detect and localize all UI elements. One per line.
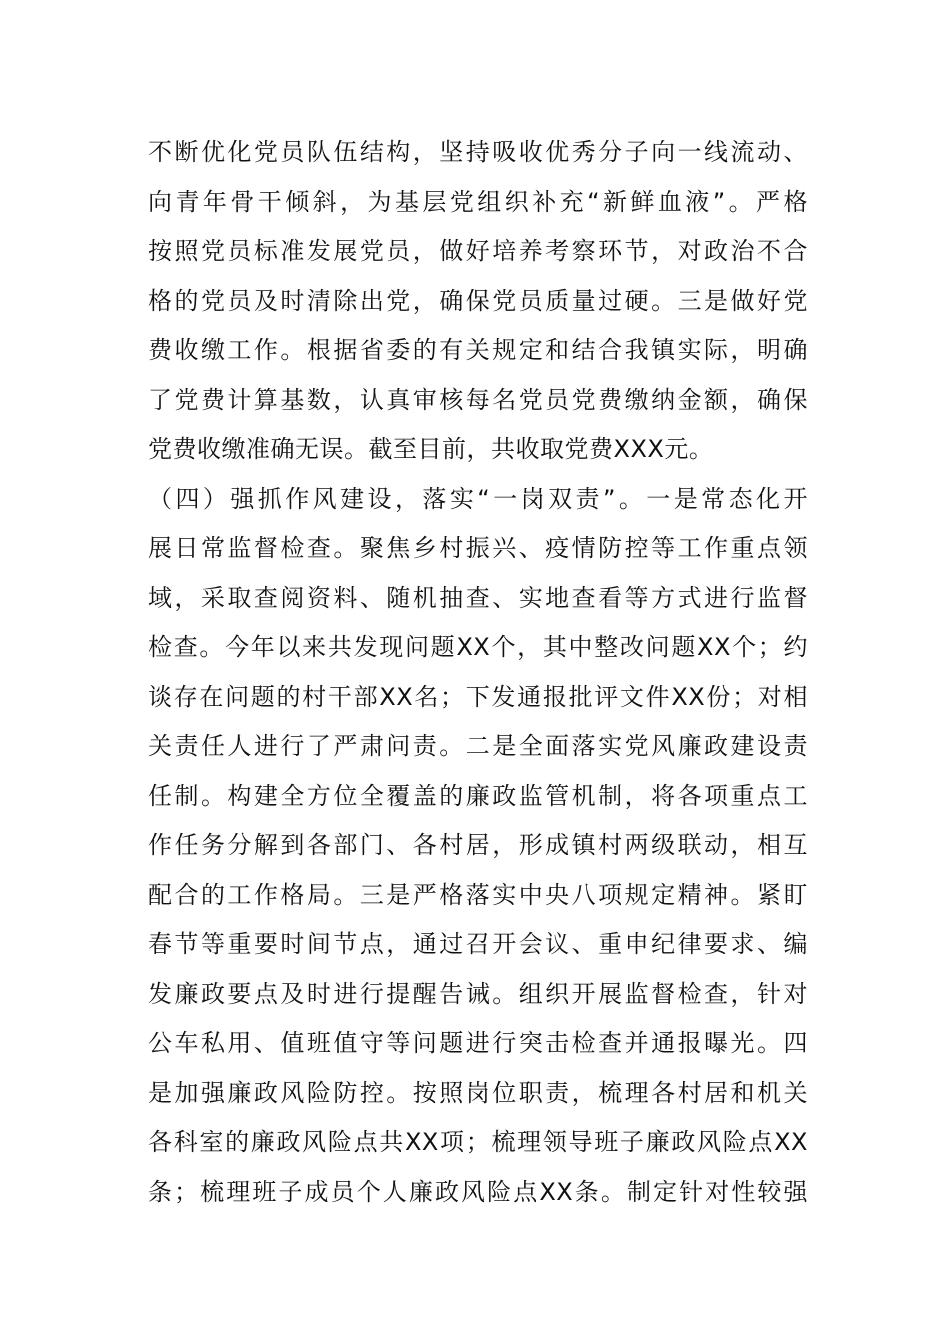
text-line: 谈存在问题的村干部XX名；下发通报批评文件XX份；对相 bbox=[148, 682, 808, 711]
text-line: 春节等重要时间节点，通过召开会议、重申纪律要求、编 bbox=[148, 930, 808, 958]
text-line: 费收缴工作。根据省委的有关规定和结合我镇实际，明确 bbox=[148, 336, 808, 364]
text-line: 了党费计算基数，认真审核每名党员党费缴纳金额，确保 bbox=[148, 385, 808, 414]
text-line: 按照党员标准发展党员，做好培养考察环节，对政治不合 bbox=[148, 237, 808, 265]
text-line: 关责任人进行了严肃问责。二是全面落实党风廉政建设责 bbox=[148, 732, 808, 760]
text-line: 条；梳理班子成员个人廉政风险点XX条。制定针对性较强 bbox=[148, 1177, 808, 1206]
text-line: 域，采取查阅资料、随机抽查、实地查看等方式进行监督 bbox=[148, 583, 808, 612]
text-line: 不断优化党员队伍结构，坚持吸收优秀分子向一线流动、 bbox=[148, 138, 808, 166]
text-line: 检查。今年以来共发现问题XX个，其中整改问题XX个；约 bbox=[148, 633, 808, 661]
text-line: 各科室的廉政风险点共XX项；梳理领导班子廉政风险点XX bbox=[148, 1128, 808, 1156]
section-heading-line: （四）强抓作风建设，落实“一岗双责”。一是常态化开 bbox=[148, 484, 808, 513]
text-line: 是加强廉政风险防控。按照岗位职责，梳理各村居和机关 bbox=[148, 1078, 808, 1107]
text-line: 格的党员及时清除出党，确保党员质量过硬。三是做好党 bbox=[148, 286, 808, 315]
text-line: 发廉政要点及时进行提醒告诫。组织开展监督检查，针对 bbox=[148, 979, 808, 1008]
text-line: 公车私用、值班值守等问题进行突击检查并通报曝光。四 bbox=[148, 1029, 808, 1057]
text-line: 作任务分解到各部门、各村居，形成镇村两级联动，相互 bbox=[148, 831, 808, 859]
text-line: 展日常监督检查。聚焦乡村振兴、疫情防控等工作重点领 bbox=[148, 534, 808, 562]
body-text bbox=[148, 128, 808, 1217]
text-line: 向青年骨干倾斜，为基层党组织补充“新鲜血液”。严格 bbox=[148, 187, 808, 216]
text-line: 配合的工作格局。三是严格落实中央八项规定精神。紧盯 bbox=[148, 880, 808, 909]
text-line: 任制。构建全方位全覆盖的廉政监管机制，将各项重点工 bbox=[148, 781, 808, 810]
text-line: 党费收缴准确无误。截至目前，共收取党费XXX元。 bbox=[148, 435, 714, 463]
